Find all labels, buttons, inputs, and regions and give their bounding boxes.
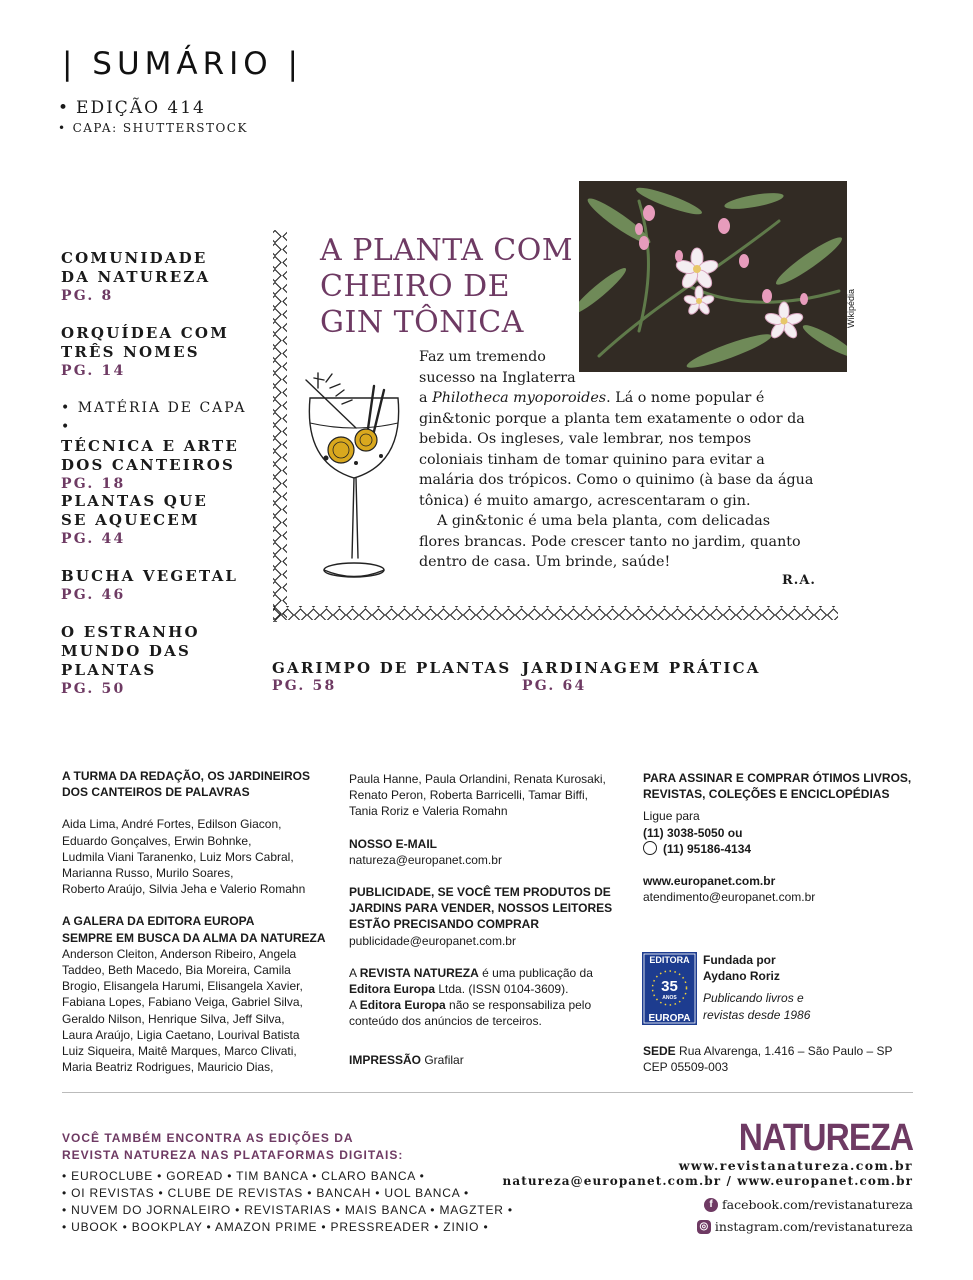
email-heading: NOSSO E-MAIL xyxy=(349,836,438,851)
cover-credit-label: CAPA: SHUTTERSTOCK xyxy=(72,121,248,135)
toc-item-comunidade[interactable] xyxy=(61,249,251,306)
edition-label: EDIÇÃO 414 xyxy=(76,98,206,118)
whatsapp-icon xyxy=(643,841,657,855)
credits-heading: SEMPRE EM BUSCA DA ALMA DA NATUREZA xyxy=(62,930,326,945)
printer-label: IMPRESSÃO xyxy=(349,1052,422,1067)
advertising-heading: ESTÃO PRECISANDO COMPRAR xyxy=(349,917,540,932)
article-title xyxy=(320,233,573,341)
toc-item-page: PG. 8 xyxy=(61,288,114,304)
service-email[interactable]: atendimento@europanet.com.br xyxy=(643,890,816,905)
toc-item-page: PG. 44 xyxy=(61,531,126,547)
toc-item-title: TRÊS NOMES xyxy=(61,343,200,361)
legal-text: não se responsabiliza pelo xyxy=(445,998,592,1013)
credits-column-2 xyxy=(349,771,629,1068)
platforms-line: • NUVEM DO JORNALEIRO • REVISTARIAS • MAIS BANCA • MAGZTER • xyxy=(62,1203,513,1217)
toc-item-title: PLANTAS QUE xyxy=(61,492,208,510)
instagram-text: instagram.com/revistanatureza xyxy=(714,1219,913,1234)
instagram-icon: ◎ xyxy=(697,1220,711,1234)
toc-item-bucha[interactable] xyxy=(61,567,251,605)
platforms-line: • UBOOK • BOOKPLAY • AMAZON PRIME • PRESSREADER • ZINIO • xyxy=(62,1220,489,1234)
article-paragraph: A gin&tonic é uma bela planta, com delicadas flores brancas. Pode crescer tanto no jardim, quanto dentro de casa. Um brinde, saúde! xyxy=(419,513,801,570)
advertising-email[interactable]: publicidade@europanet.com.br xyxy=(349,933,516,948)
legal-text: é uma publicação da xyxy=(478,965,593,980)
credits-heading: DOS CANTEIROS DE PALAVRAS xyxy=(62,785,250,800)
credits-names: Maria Beatriz Rodrigues, Mauricio Dias, xyxy=(62,1060,274,1075)
credits-names: Paula Hanne, Paula Orlandini, Renata Kurosaki, xyxy=(349,772,606,786)
toc-item-orquidea[interactable] xyxy=(61,324,251,381)
badge-bottom-text: EUROPA xyxy=(648,1013,691,1024)
edition-number: • EDIÇÃO 414 xyxy=(58,98,206,118)
call-label: Ligue para xyxy=(643,809,700,824)
tagline-line: Publicando livros e xyxy=(703,991,804,1006)
article-title-line: GIN TÔNICA xyxy=(320,305,524,340)
toc-item-title: O ESTRANHO xyxy=(61,623,200,641)
legal-note: conteúdo dos anúncios de terceiros. xyxy=(349,1014,542,1029)
tagline-line: revistas desde 1986 xyxy=(703,1007,811,1022)
credits-names: Eduardo Gonçalves, Erwin Bohnke, xyxy=(62,833,252,848)
legal-text: A xyxy=(349,998,360,1013)
author-signature: R.A. xyxy=(782,573,816,588)
credits-names: Taddeo, Beth Macedo, Bia Moreira, Camila xyxy=(62,963,291,978)
article-line: Faz um tremendo xyxy=(419,349,546,365)
section-garimpo-page: PG. 58 xyxy=(272,678,337,694)
credits-names: Ludmila Viani Taranenko, Luiz Mors Cabral, xyxy=(62,849,294,864)
credits-names: Brogio, Elisangela Harumi, Elisangela Xavier, xyxy=(62,979,303,994)
facebook-link[interactable] xyxy=(704,1197,913,1212)
toc-item-page: PG. 18 xyxy=(61,476,126,492)
credits-names: Renato Peron, Roberta Barricelli, Tamar Biffi, xyxy=(349,788,588,803)
editorial-email[interactable]: natureza@europanet.com.br xyxy=(349,852,502,867)
article-body xyxy=(419,347,814,573)
toc-item-title: DA NATUREZA xyxy=(61,268,211,286)
founder-line: Aydano Roriz xyxy=(703,969,780,984)
contact-emails[interactable]: natureza@europanet.com.br / www.europanet.com.br xyxy=(502,1174,913,1188)
advertising-heading: JARDINS PARA VENDER, NOSSOS LEITORES xyxy=(349,901,613,916)
credits-names: Roberto Araújo, Silvia Jeha e Valerio Romahn xyxy=(62,882,306,897)
flower-photo xyxy=(579,181,847,372)
toc-item-title: COMUNIDADE xyxy=(61,249,208,267)
whatsapp-number[interactable] xyxy=(643,841,918,857)
legal-text-bold: Editora Europa xyxy=(349,982,436,997)
founder-info xyxy=(703,952,918,1023)
credits-column-3 xyxy=(643,770,918,905)
cover-credit: • CAPA: SHUTTERSTOCK xyxy=(58,121,248,135)
photo-credit: Wikipédia xyxy=(846,288,856,328)
hq-address xyxy=(643,1043,918,1059)
legal-note xyxy=(349,965,629,981)
instagram-link[interactable] xyxy=(697,1219,913,1234)
footer-divider xyxy=(62,1092,913,1093)
article-paragraph xyxy=(419,347,814,511)
phone-number[interactable]: (11) 3038-5050 ou xyxy=(643,825,743,840)
toc-item-title: SE AQUECEM xyxy=(61,511,200,529)
headquarters-info xyxy=(643,1043,918,1075)
credits-names: Luiz Siqueira, Maitê Marques, Marco Clivati, xyxy=(62,1044,297,1059)
credits-heading: A TURMA DA REDAÇÃO, OS JARDINEIROS xyxy=(62,769,311,783)
legal-text-bold: REVISTA NATUREZA xyxy=(359,965,479,980)
digital-platforms-heading-line: REVISTA NATUREZA NAS PLATAFORMAS DIGITAIS: xyxy=(62,1148,404,1162)
credits-heading: A GALERA DA EDITORA EUROPA xyxy=(62,914,255,929)
article-text: . Lá o nome popular é gin&tonic porque a planta tem exatamente o odor da bebida. Os ingleses, vale lembrar, nos tempos coloniais tinham de tomar quinino para evitar a malária dos trópicos. Como o quinimo (à base da água tônica) é muito amargo, acrescentaram o gin. xyxy=(419,390,814,509)
credits-names: Aida Lima, André Fortes, Edilson Giacon, xyxy=(62,817,282,832)
article-title-line: CHEIRO DE xyxy=(320,269,511,304)
platforms-line: • OI REVISTAS • CLUBE DE REVISTAS • BANCAH • UOL BANCA • xyxy=(62,1186,470,1200)
legal-note xyxy=(349,981,629,997)
editora-europa-35-anos-badge xyxy=(642,952,697,1025)
toc-item-plantas-aquecem[interactable] xyxy=(61,492,251,549)
cover-story-tag: • MATÉRIA DE CAPA • xyxy=(61,400,247,435)
toc-item-page: PG. 46 xyxy=(61,587,126,603)
printer-value: Grafilar xyxy=(421,1052,464,1067)
hq-address-text: Rua Alvarenga, 1.416 – São Paulo – SP xyxy=(675,1044,893,1058)
credits-names: Fabiana Lopes, Fabiano Veiga, Gabriel Silva, xyxy=(62,995,303,1010)
digital-platforms-heading-line: VOCÊ TAMBÉM ENCONTRA AS EDIÇÕES DA xyxy=(62,1131,354,1145)
species-name: Philotheca myoporoides xyxy=(432,390,607,406)
article-title-line: A PLANTA COM xyxy=(320,233,574,268)
page-title: | SUMÁRIO | xyxy=(62,46,303,82)
europa-site-link[interactable]: www.europanet.com.br xyxy=(643,874,776,889)
badge-number: 35 xyxy=(661,978,678,995)
toc-item-title: TÉCNICA E ARTE xyxy=(61,437,239,455)
credits-names: Marianna Russo, Murilo Soares, xyxy=(62,866,234,881)
legal-text: A xyxy=(349,965,360,980)
toc-item-title: DOS CANTEIROS xyxy=(61,456,235,474)
hq-cep: CEP 05509-003 xyxy=(643,1060,729,1075)
toc-item-page: PG. 50 xyxy=(61,681,126,697)
credits-names: Laura Araújo, Ligia Caetano, Lourival Batista xyxy=(62,1027,300,1042)
badge-sub-text: ANOS xyxy=(662,995,677,1001)
toc-item-title: PLANTAS xyxy=(61,661,157,679)
toc-item-title: ORQUÍDEA COM xyxy=(61,324,230,342)
natureza-logo: NATUREZA xyxy=(738,1117,913,1159)
credits-column-1 xyxy=(62,768,332,1075)
legal-note xyxy=(349,997,629,1013)
subscribe-heading: PARA ASSINAR E COMPRAR ÓTIMOS LIVROS, xyxy=(643,771,912,785)
toc-item-estranho-mundo[interactable] xyxy=(61,623,251,699)
legal-text-bold: Editora Europa xyxy=(359,998,446,1013)
badge-top-text: EDITORA xyxy=(649,955,690,965)
advertising-heading: PUBLICIDADE, SE VOCÊ TEM PRODUTOS DE xyxy=(349,885,611,900)
legal-text: Ltda. (ISSN 0104-3609). xyxy=(435,982,569,997)
article-text: a xyxy=(419,390,433,406)
toc-item-page: PG. 14 xyxy=(61,363,126,379)
magazine-website[interactable]: www.revistanatureza.com.br xyxy=(678,1158,913,1173)
section-jardinagem-title[interactable]: JARDINAGEM PRÁTICA xyxy=(522,659,761,677)
gin-tonic-glass-illustration xyxy=(296,368,411,588)
digital-platforms-heading xyxy=(62,1130,403,1164)
printer-info xyxy=(349,1052,629,1068)
subscribe-heading: REVISTAS, COLEÇÕES E ENCICLOPÉDIAS xyxy=(643,787,890,802)
credits-names: Tania Roriz e Valeria Romahn xyxy=(349,804,508,819)
hq-label: SEDE xyxy=(643,1044,676,1058)
whatsapp-number-text: (11) 95186-4134 xyxy=(663,841,752,856)
section-jardinagem-page: PG. 64 xyxy=(522,678,587,694)
toc-item-cover-story[interactable] xyxy=(61,399,251,494)
credits-names: Geraldo Nilson, Henrique Silva, Jeff Silva, xyxy=(62,1011,285,1026)
article-line: sucesso na Inglaterra xyxy=(419,369,576,386)
toc-item-title: BUCHA VEGETAL xyxy=(61,567,239,585)
founder-line: Fundada por xyxy=(703,953,776,967)
toc-item-title: MUNDO DAS xyxy=(61,642,191,660)
facebook-text: facebook.com/revistanatureza xyxy=(722,1197,913,1212)
credits-names: Anderson Cleiton, Anderson Ribeiro, Angela xyxy=(62,946,297,961)
digital-platforms-list xyxy=(62,1168,513,1236)
facebook-icon: f xyxy=(704,1198,718,1212)
platforms-line: • EUROCLUBE • GOREAD • TIM BANCA • CLARO BANCA • xyxy=(62,1169,425,1183)
section-garimpo-title[interactable]: GARIMPO DE PLANTAS xyxy=(272,659,512,677)
